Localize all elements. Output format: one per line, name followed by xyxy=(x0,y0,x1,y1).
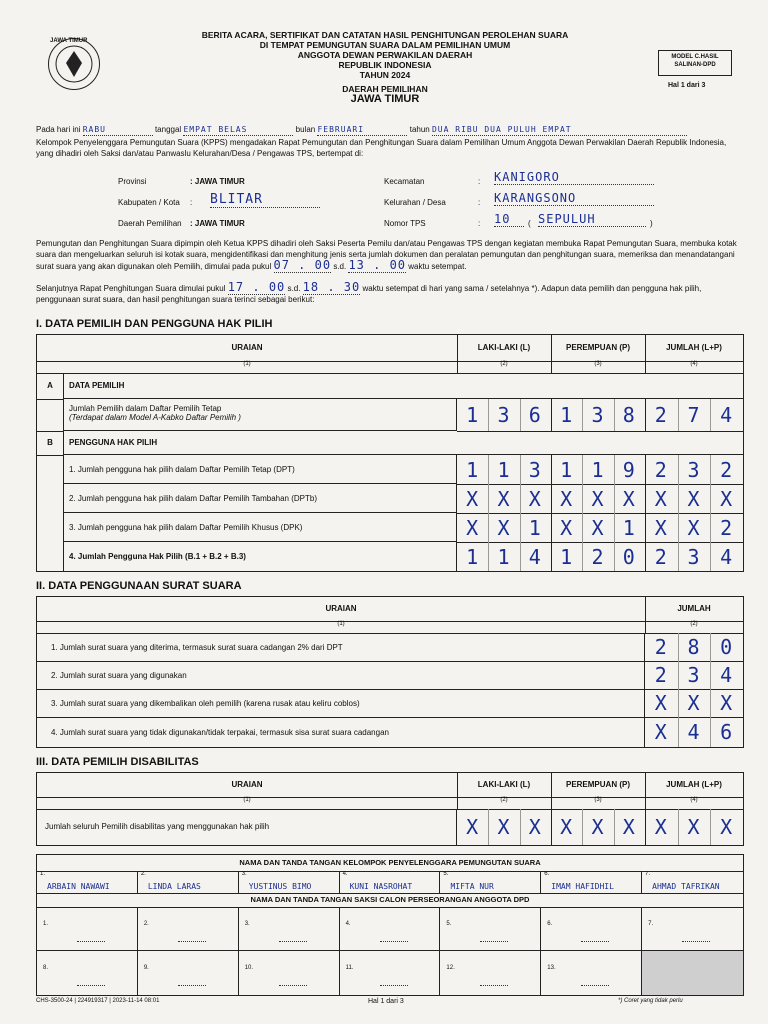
s2-row-4 xyxy=(37,717,743,747)
intro-label-year: tahun xyxy=(409,125,430,134)
digit-cell: X xyxy=(582,484,614,513)
group-a-title: DATA PEMILIH xyxy=(63,373,743,399)
intro-month: FEBRUARI xyxy=(317,124,407,136)
digit-cell: 2 xyxy=(645,661,679,689)
header-line: REPUBLIK INDONESIA xyxy=(338,60,432,70)
row-a-label xyxy=(63,399,457,431)
digit-cell: X xyxy=(645,809,679,845)
saksi-cell xyxy=(541,951,642,995)
digit-cell: 4 xyxy=(678,717,712,747)
kpps-member xyxy=(138,871,239,893)
col-num: (4) xyxy=(645,797,743,810)
digit-cell: X xyxy=(720,815,734,839)
col-num: (2) xyxy=(645,621,743,634)
saksi-cell xyxy=(642,951,743,995)
digit-cell: 4 xyxy=(528,544,542,569)
digit-cell: 3 xyxy=(678,542,712,571)
s2-row-2 xyxy=(37,661,743,690)
col-laki: LAKI-LAKI (L) xyxy=(457,335,552,362)
digit-cell: 7 xyxy=(678,399,712,431)
digit-cell: 2 xyxy=(582,542,614,571)
saksi-cell xyxy=(340,951,441,995)
group-b-title: PENGGUNA HAK PILIH xyxy=(63,431,743,455)
digit-cell: 2 xyxy=(645,455,679,484)
form-header xyxy=(150,30,620,104)
col-uraian: URAIAN xyxy=(37,597,646,622)
paragraph-two-tail: waktu setempat. xyxy=(408,262,467,271)
header-line: ANGGOTA DEWAN PERWAKILAN DAERAH xyxy=(297,50,473,60)
intro-label-date: tanggal xyxy=(154,125,182,134)
saksi-cell xyxy=(340,907,441,951)
intro-year: DUA RIBU DUA PULUH EMPAT xyxy=(432,124,687,136)
digit-cell: X xyxy=(457,484,489,513)
digit-cell: 8 xyxy=(678,633,712,661)
provinsi-label: Provinsi xyxy=(118,177,147,186)
disabilitas-row-label: Jumlah seluruh Pemilih disabilitas yang menggunakan hak pilih xyxy=(37,809,457,845)
row-b2-values xyxy=(457,484,743,514)
kpps-name: LINDA LARAS xyxy=(147,882,201,891)
logo-caption: JAWA TIMUR xyxy=(50,38,88,44)
digit-cell: X xyxy=(528,815,542,839)
kpu-logo-icon xyxy=(48,38,100,90)
tps-label: Nomor TPS xyxy=(384,219,426,228)
digit-cell: 0 xyxy=(622,544,636,569)
s2-row-label: 2. Jumlah surat suara yang digunakan xyxy=(37,661,645,689)
intro-day: RABU xyxy=(83,124,153,136)
header-line: BERITA ACARA, SERTIFIKAT DAN CATATAN HASIL PENGHITUNGAN PEROLEHAN SUARA xyxy=(201,30,569,40)
digit-cell: 9 xyxy=(622,457,636,482)
digit-cell: 3 xyxy=(582,399,614,431)
kpps-name: KUNI NASROHAT xyxy=(349,882,413,891)
count-tail: waktu setempat di hari yang sama / setelahnya *). Adapun data pemilih dan pengguna hak pilih, penggunaan surat suara, dan hasil penghitungan suara terinci sebagai berikut: xyxy=(36,284,702,304)
saksi-number: 4. xyxy=(345,921,351,927)
digit-cell: 1 xyxy=(528,515,542,540)
digit-cell: 2 xyxy=(720,457,734,482)
intro-line xyxy=(36,124,741,136)
digit-cell: 2 xyxy=(645,399,679,431)
saksi-number: 6. xyxy=(547,921,553,927)
digit-cell: 1 xyxy=(622,515,636,540)
col-num: (1) xyxy=(37,621,646,634)
saksi-number: 1. xyxy=(43,921,49,927)
col-num: (1) xyxy=(37,797,458,810)
row-b3-values xyxy=(457,513,743,543)
group-a-label: A xyxy=(37,373,64,400)
section-one-table xyxy=(36,334,744,572)
row-a-subtext: (Terdapat dalam Model A-Kabko Daftar Pemilih ) xyxy=(69,413,241,422)
saksi-cell xyxy=(541,907,642,951)
digit-cell: 2 xyxy=(720,515,734,540)
digit-cell: 1 xyxy=(457,455,489,484)
s2-row-3 xyxy=(37,689,743,718)
region-label: DAERAH PEMILIHAN xyxy=(342,84,428,94)
kpps-member xyxy=(642,871,743,893)
kpps-name: IMAM HAFIDHIL xyxy=(551,882,614,891)
digit-cell: 1 xyxy=(457,399,489,431)
digit-cell: X xyxy=(678,484,712,513)
group-b-label: B xyxy=(37,431,64,456)
saksi-cell xyxy=(37,907,138,951)
digit-cell: 1 xyxy=(551,455,583,484)
saksi-cell xyxy=(239,951,340,995)
saksi-number: 7. xyxy=(648,921,654,927)
saksi-cell xyxy=(440,907,541,951)
digit-cell: X xyxy=(488,809,520,845)
kpps-name: YUSTINUS BIMO xyxy=(248,882,312,891)
saksi-cell xyxy=(440,951,541,995)
tps-word: SEPULUH xyxy=(538,212,646,227)
kpps-member xyxy=(541,871,642,893)
col-num: (3) xyxy=(551,361,646,374)
sd-label: s.d. xyxy=(333,262,347,271)
digit-cell: X xyxy=(678,809,712,845)
section-two-title: II. DATA PENGGUNAAN SURAT SUARA xyxy=(36,580,242,592)
saksi-cell xyxy=(239,907,340,951)
kpps-member xyxy=(340,871,441,893)
row-b4-label: 4. Jumlah Pengguna Hak Pilih (B.1 + B.2 + B.3) xyxy=(63,542,457,571)
footer-code: CHS-3500-24 | 224919317 | 2023-11-14 08:01 xyxy=(36,998,160,1004)
desa-label: Kelurahan / Desa xyxy=(384,198,446,207)
digit-cell: 1 xyxy=(551,399,583,431)
desa-value: KARANGSONO xyxy=(494,191,654,206)
saksi-number: 13. xyxy=(547,965,556,971)
kpps-number: 5. xyxy=(443,871,449,877)
digit-cell: X xyxy=(488,513,520,542)
saksi-cell xyxy=(138,951,239,995)
row-b1-label: 1. Jumlah pengguna hak pilih dalam Daftar Pemilih Tetap (DPT) xyxy=(63,455,457,484)
digit-cell: X xyxy=(720,691,734,715)
row-a-text: Jumlah Pemilih dalam Daftar Pemilih Tetap xyxy=(69,404,222,413)
col-jumlah: JUMLAH (L+P) xyxy=(645,335,743,362)
signature-table xyxy=(36,854,744,996)
digit-cell: 3 xyxy=(488,399,520,431)
digit-cell: 1 xyxy=(551,542,583,571)
digit-cell: X xyxy=(645,513,679,542)
saksi-number: 2. xyxy=(143,921,149,927)
col-num: (4) xyxy=(645,361,743,374)
digit-cell: 6 xyxy=(720,720,734,744)
kecamatan-label: Kecamatan xyxy=(384,177,425,186)
digit-cell: X xyxy=(488,484,520,513)
footer-page: Hal 1 dari 3 xyxy=(368,998,404,1005)
saksi-number: 3. xyxy=(244,921,250,927)
kpps-name: ARBAIN NAWAWI xyxy=(47,882,110,891)
count-end-time: 18 . 30 xyxy=(302,280,361,294)
digit-cell: 4 xyxy=(720,403,734,427)
digit-cell: X xyxy=(678,689,712,717)
kpps-name: AHMAD TAFRIKAN xyxy=(652,882,720,891)
row-b1-values xyxy=(457,455,743,485)
kabupaten-value: BLITAR xyxy=(210,192,320,208)
digit-cell: X xyxy=(582,809,614,845)
sd-label: s.d. xyxy=(287,284,301,293)
digit-cell: 8 xyxy=(622,403,636,427)
col-jumlah: JUMLAH (L+P) xyxy=(645,773,743,798)
section-one-title: I. DATA PEMILIH DAN PENGGUNA HAK PILIH xyxy=(36,318,273,330)
kpps-names-row xyxy=(37,871,743,894)
digit-cell: 4 xyxy=(720,663,734,687)
section-two-table xyxy=(36,596,744,748)
digit-cell: X xyxy=(645,689,679,717)
digit-cell: X xyxy=(551,513,583,542)
digit-cell: X xyxy=(645,717,679,747)
saksi-cell xyxy=(37,951,138,995)
digit-cell: X xyxy=(582,513,614,542)
digit-cell: 6 xyxy=(528,403,542,427)
section-three-table xyxy=(36,772,744,846)
col-perempuan: PEREMPUAN (P) xyxy=(551,335,646,362)
kpps-number: 6. xyxy=(544,871,550,877)
paragraph-count xyxy=(36,282,741,305)
footer-note: *) Coret yang tidak perlu xyxy=(618,998,683,1004)
saksi-cell xyxy=(642,907,743,951)
col-num: (2) xyxy=(457,797,552,810)
saksi-number: 5. xyxy=(446,921,452,927)
saksi-title: NAMA DAN TANDA TANGAN SAKSI CALON PERSEORANGAN ANGGOTA DPD xyxy=(37,893,743,908)
kpps-number: 7. xyxy=(645,871,651,877)
tps-number: 10 xyxy=(494,212,524,227)
digit-cell: X xyxy=(457,513,489,542)
kpps-number: 2. xyxy=(140,871,146,877)
start-time: 07 . 00 xyxy=(273,258,332,272)
saksi-number: 10. xyxy=(244,965,254,971)
count-text: Selanjutnya Rapat Penghitungan Suara dimulai pukul xyxy=(36,284,226,293)
row-b3-label: 3. Jumlah pengguna hak pilih dalam Daftar Pemilih Khusus (DPK) xyxy=(63,513,457,542)
digit-cell: 0 xyxy=(720,635,734,659)
row-b4-values xyxy=(457,542,743,571)
kpps-number: 3. xyxy=(241,871,247,877)
header-line: DI TEMPAT PEMUNGUTAN SUARA DALAM PEMILIHAN UMUM xyxy=(259,40,511,50)
col-uraian: URAIAN xyxy=(37,773,458,798)
row-b2-label: 2. Jumlah pengguna hak pilih dalam Daftar Pemilih Tambahan (DPTb) xyxy=(63,484,457,513)
digit-cell: X xyxy=(645,484,679,513)
paragraph-two-text: Pemungutan dan Penghitungan Suara dipimpin oleh Ketua KPPS dihadiri oleh Saksi Peserta Pemilu dan/atau Pengawas TPS dengan kegiatan membuka Rapat Pemungutan Suara, membuka kotak suara dan mengeluarkan seluruh isi kotak suara, mengidentifikasi dan menghitung jenis serta jumlah dokumen dan peralatan pemungutan dan penghitungan suara, memeriksa dan menandatangani surat suara yang akan digunakan oleh Pemilih, dimulai pada pukul xyxy=(36,239,737,271)
digit-cell: 1 xyxy=(582,455,614,484)
saksi-number: 11. xyxy=(345,965,354,971)
form-page: JAWA TIMUR BERITA ACARA, SERTIFIKAT DAN CATATAN HASIL PENGHITUNGAN PEROLEHAN SUARA DI TEMPAT PEMUNGUTAN SUARA DALAM PEMILIHAN UMUM ANGGOTA DEWAN PERWAKILAN DAERAH REPUBLIK INDONESIA TAHUN 2024 DAERAH PEMILIHAN JAWA TIMUR MODEL C.HASIL SALINAN-DPD Hal 1 dari 3 Pada hari ini RABU tanggal EMPAT BELAS bulan FEBRUARI tahun DUA RIBU DUA PULUH EMPAT Kelompok Penyelenggara Pemungutan Suara (KPPS) mengadakan Rapat Pemungutan dan Penghitungan Suara dalam Pemilihan Umum Anggota Dewan Perwakilan Daerah Republik Indonesia, yang dihadiri oleh Saksi dan/atau Panwaslu Kelurahan/Desa / Pengawas TPS, bertempat di: Provinsi : JAWA TIMUR Kabupaten / Kota : BLITAR Daerah Pemilihan : JAWA TIMUR Kecamatan : KANIGORO Kelurahan / Desa : KARANGSONO Nomor TPS : 10 ( SEPULUH ) Pemungutan dan Penghitungan Suara dipimpin oleh Ketua KPPS dihadiri oleh Saksi Peserta Pemilu dan/atau Pengawas TPS dengan kegiatan membuka Rapat Pemungutan Suara, membuka kotak suara dan mengeluarkan seluruh isi kotak suara, mengidentifikasi dan menghitung jenis serta jumlah dokumen dan peralatan pemungutan dan penghitungan suara, memeriksa dan menandatangani surat suara yang akan digunakan oleh Pemilih, dimulai pada pukul 07 . 00 s.d. 13 . 00 waktu setempat. Selanjutnya Rapat Penghitungan Suara dimulai pukul 17 . 00 s.d. 18 . 30 waktu setempat di hari yang sama / setelahnya *). Adapun data pemilih dan pengguna hak pilih, penggunaan surat suara, dan hasil penghitungan suara terinci sebagai berikut: I. DATA PEMILIH DAN PENGGUNA HAK PILIH URAIAN LAKI-LAKI (L) PEREMPUAN (P) JUMLAH (L+P) (1) (2) (3) (4) A DATA PEMILIH Jumlah Pemilih dalam Daftar Pemilih Tetap (Terdapat dalam Model A-Kabko Daftar Pemilih ) 1 3 6 1 3 8 2 7 4 B PENGGUNA HAK PILIH 1. Jumlah pengguna hak pilih dalam Daftar Pemilih Tetap (DPT) 1 1 3 1 1 9 2 3 2 2. Jumlah pengguna hak pilih dalam Daftar Pemilih Tambahan (DPTb) X X X X X X X X X 3. Jumlah pengguna hak pilih dalam Daftar Pemilih Khusus (DPK) X X 1 X X 1 X X 2 4. Jumlah Pengguna Hak Pilih (B.1 + B.2 + B.3) 1 1 4 1 2 0 2 3 4 II. DATA PENGGUNAAN SURAT SUARA URAIAN JUMLAH (1) (2) 1. Jumlah surat suara yang diterima, termasuk surat suara cadangan 2% dari DPT 2 8 0 2. Jumlah surat suara yang digunakan 2 3 4 3. Jumlah surat suara yang dikembalikan oleh pemilih (karena rusak atau keliru coblos) X X X 4. Jumlah surat suara yang tidak digunakan/tidak terpakai, termasuk sisa surat suara cadangan X 4 6 III. DATA PEMILIH DISABILITAS URAIAN LAKI-LAKI (L) PEREMPUAN (P) JUMLAH (L+P) (1) (2) (3) (4) Jumlah seluruh Pemilih disabilitas yang menggunakan hak pilih X X X X X X X X X NAMA DAN TANDA TANGAN KELOMPOK PENYELENGGARA PEMUNGUTAN SUARA 1. ARBAIN NAWAWI 2. LINDA LARAS 3. YUSTINUS BIMO 4. KUNI NASROHAT 5. MIFTA NUR 6. IMAM HAFIDHIL 7. AHMAD TAFRIKAN NAMA DAN TANDA TANGAN SAKSI CALON PERSEORANGAN ANGGOTA DPD 1. 2. 3. 4. 5. 6. 7. 8. 9. 10. 11. 12. 13. CHS-3500-24 | 224919317 | 2023-11-14 08:01 Hal 1 dari 3 *) Coret yang tidak perlu xyxy=(0,0,768,1024)
digit-cell: X xyxy=(457,809,489,845)
kpps-member xyxy=(440,871,541,893)
digit-cell: 1 xyxy=(488,455,520,484)
intro-label-month: bulan xyxy=(295,125,316,134)
kpps-number: 4. xyxy=(342,871,348,877)
kpps-member xyxy=(37,871,138,893)
digit-cell: 1 xyxy=(457,542,489,571)
kpps-number: 1. xyxy=(40,871,46,877)
digit-cell: 3 xyxy=(528,457,542,482)
count-start-time: 17 . 00 xyxy=(227,280,286,294)
intro-paragraph: Kelompok Penyelenggara Pemungutan Suara (KPPS) mengadakan Rapat Pemungutan dan Penghitungan Suara dalam Pemilihan Umum Anggota Dewan Perwakilan Daerah Republik Indonesia, yang dihadiri oleh Saksi dan/atau Panwaslu Kelurahan/Desa / Pengawas TPS, bertempat di: xyxy=(36,138,727,158)
col-num: (3) xyxy=(551,797,646,810)
kpps-title: NAMA DAN TANDA TANGAN KELOMPOK PENYELENGGARA PEMUNGUTAN SUARA xyxy=(37,855,743,872)
digit-cell: 3 xyxy=(678,661,712,689)
col-uraian: URAIAN xyxy=(37,335,458,362)
saksi-cell xyxy=(138,907,239,951)
s2-row-1 xyxy=(37,633,743,662)
kpps-name: MIFTA NUR xyxy=(450,882,494,891)
digit-cell: X xyxy=(528,486,542,511)
digit-cell: 2 xyxy=(645,633,679,661)
section-three-title: III. DATA PEMILIH DISABILITAS xyxy=(36,756,199,768)
saksi-number: 9. xyxy=(143,965,149,971)
col-num: (1) xyxy=(37,361,458,374)
header-line: TAHUN 2024 xyxy=(359,70,411,80)
kabupaten-label: Kabupaten / Kota xyxy=(118,198,180,207)
digit-cell: X xyxy=(551,484,583,513)
kecamatan-value: KANIGORO xyxy=(494,170,654,185)
digit-cell: X xyxy=(622,815,636,839)
digit-cell: X xyxy=(678,513,712,542)
digit-cell: X xyxy=(720,486,734,511)
digit-cell: 4 xyxy=(720,544,734,569)
page-indicator-top: Hal 1 dari 3 xyxy=(668,82,706,89)
region-value: JAWA TIMUR xyxy=(350,93,420,105)
saksi-grid xyxy=(37,907,743,995)
s2-row-label: 1. Jumlah surat suara yang diterima, termasuk surat suara cadangan 2% dari DPT xyxy=(37,633,645,661)
col-jumlah: JUMLAH xyxy=(645,597,743,622)
end-time: 13 . 00 xyxy=(348,258,407,272)
s2-row-label: 3. Jumlah surat suara yang dikembalikan oleh pemilih (karena rusak atau keliru coblos) xyxy=(37,689,645,717)
digit-cell: 1 xyxy=(488,542,520,571)
digit-cell: 2 xyxy=(645,542,679,571)
model-badge: MODEL C.HASIL SALINAN-DPD xyxy=(658,50,732,76)
dapil-value: : JAWA TIMUR xyxy=(190,219,245,228)
paragraph-two xyxy=(36,238,741,272)
kpps-member xyxy=(239,871,340,893)
saksi-number: 12. xyxy=(446,965,455,971)
row-a-values xyxy=(457,399,743,432)
digit-cell: X xyxy=(551,809,583,845)
col-num: (2) xyxy=(457,361,552,374)
intro-date: EMPAT BELAS xyxy=(183,124,293,136)
provinsi-value: : JAWA TIMUR xyxy=(190,177,245,186)
disabilitas-row-values xyxy=(457,809,743,845)
saksi-number: 8. xyxy=(43,965,49,971)
col-laki: LAKI-LAKI (L) xyxy=(457,773,552,798)
digit-cell: 3 xyxy=(678,455,712,484)
col-perempuan: PEREMPUAN (P) xyxy=(551,773,646,798)
intro-label-day: Pada hari ini xyxy=(36,125,81,134)
dapil-label: Daerah Pemilihan xyxy=(118,219,182,228)
s2-row-label: 4. Jumlah surat suara yang tidak digunakan/tidak terpakai, termasuk sisa surat suara cadangan xyxy=(37,717,645,747)
digit-cell: X xyxy=(622,486,636,511)
